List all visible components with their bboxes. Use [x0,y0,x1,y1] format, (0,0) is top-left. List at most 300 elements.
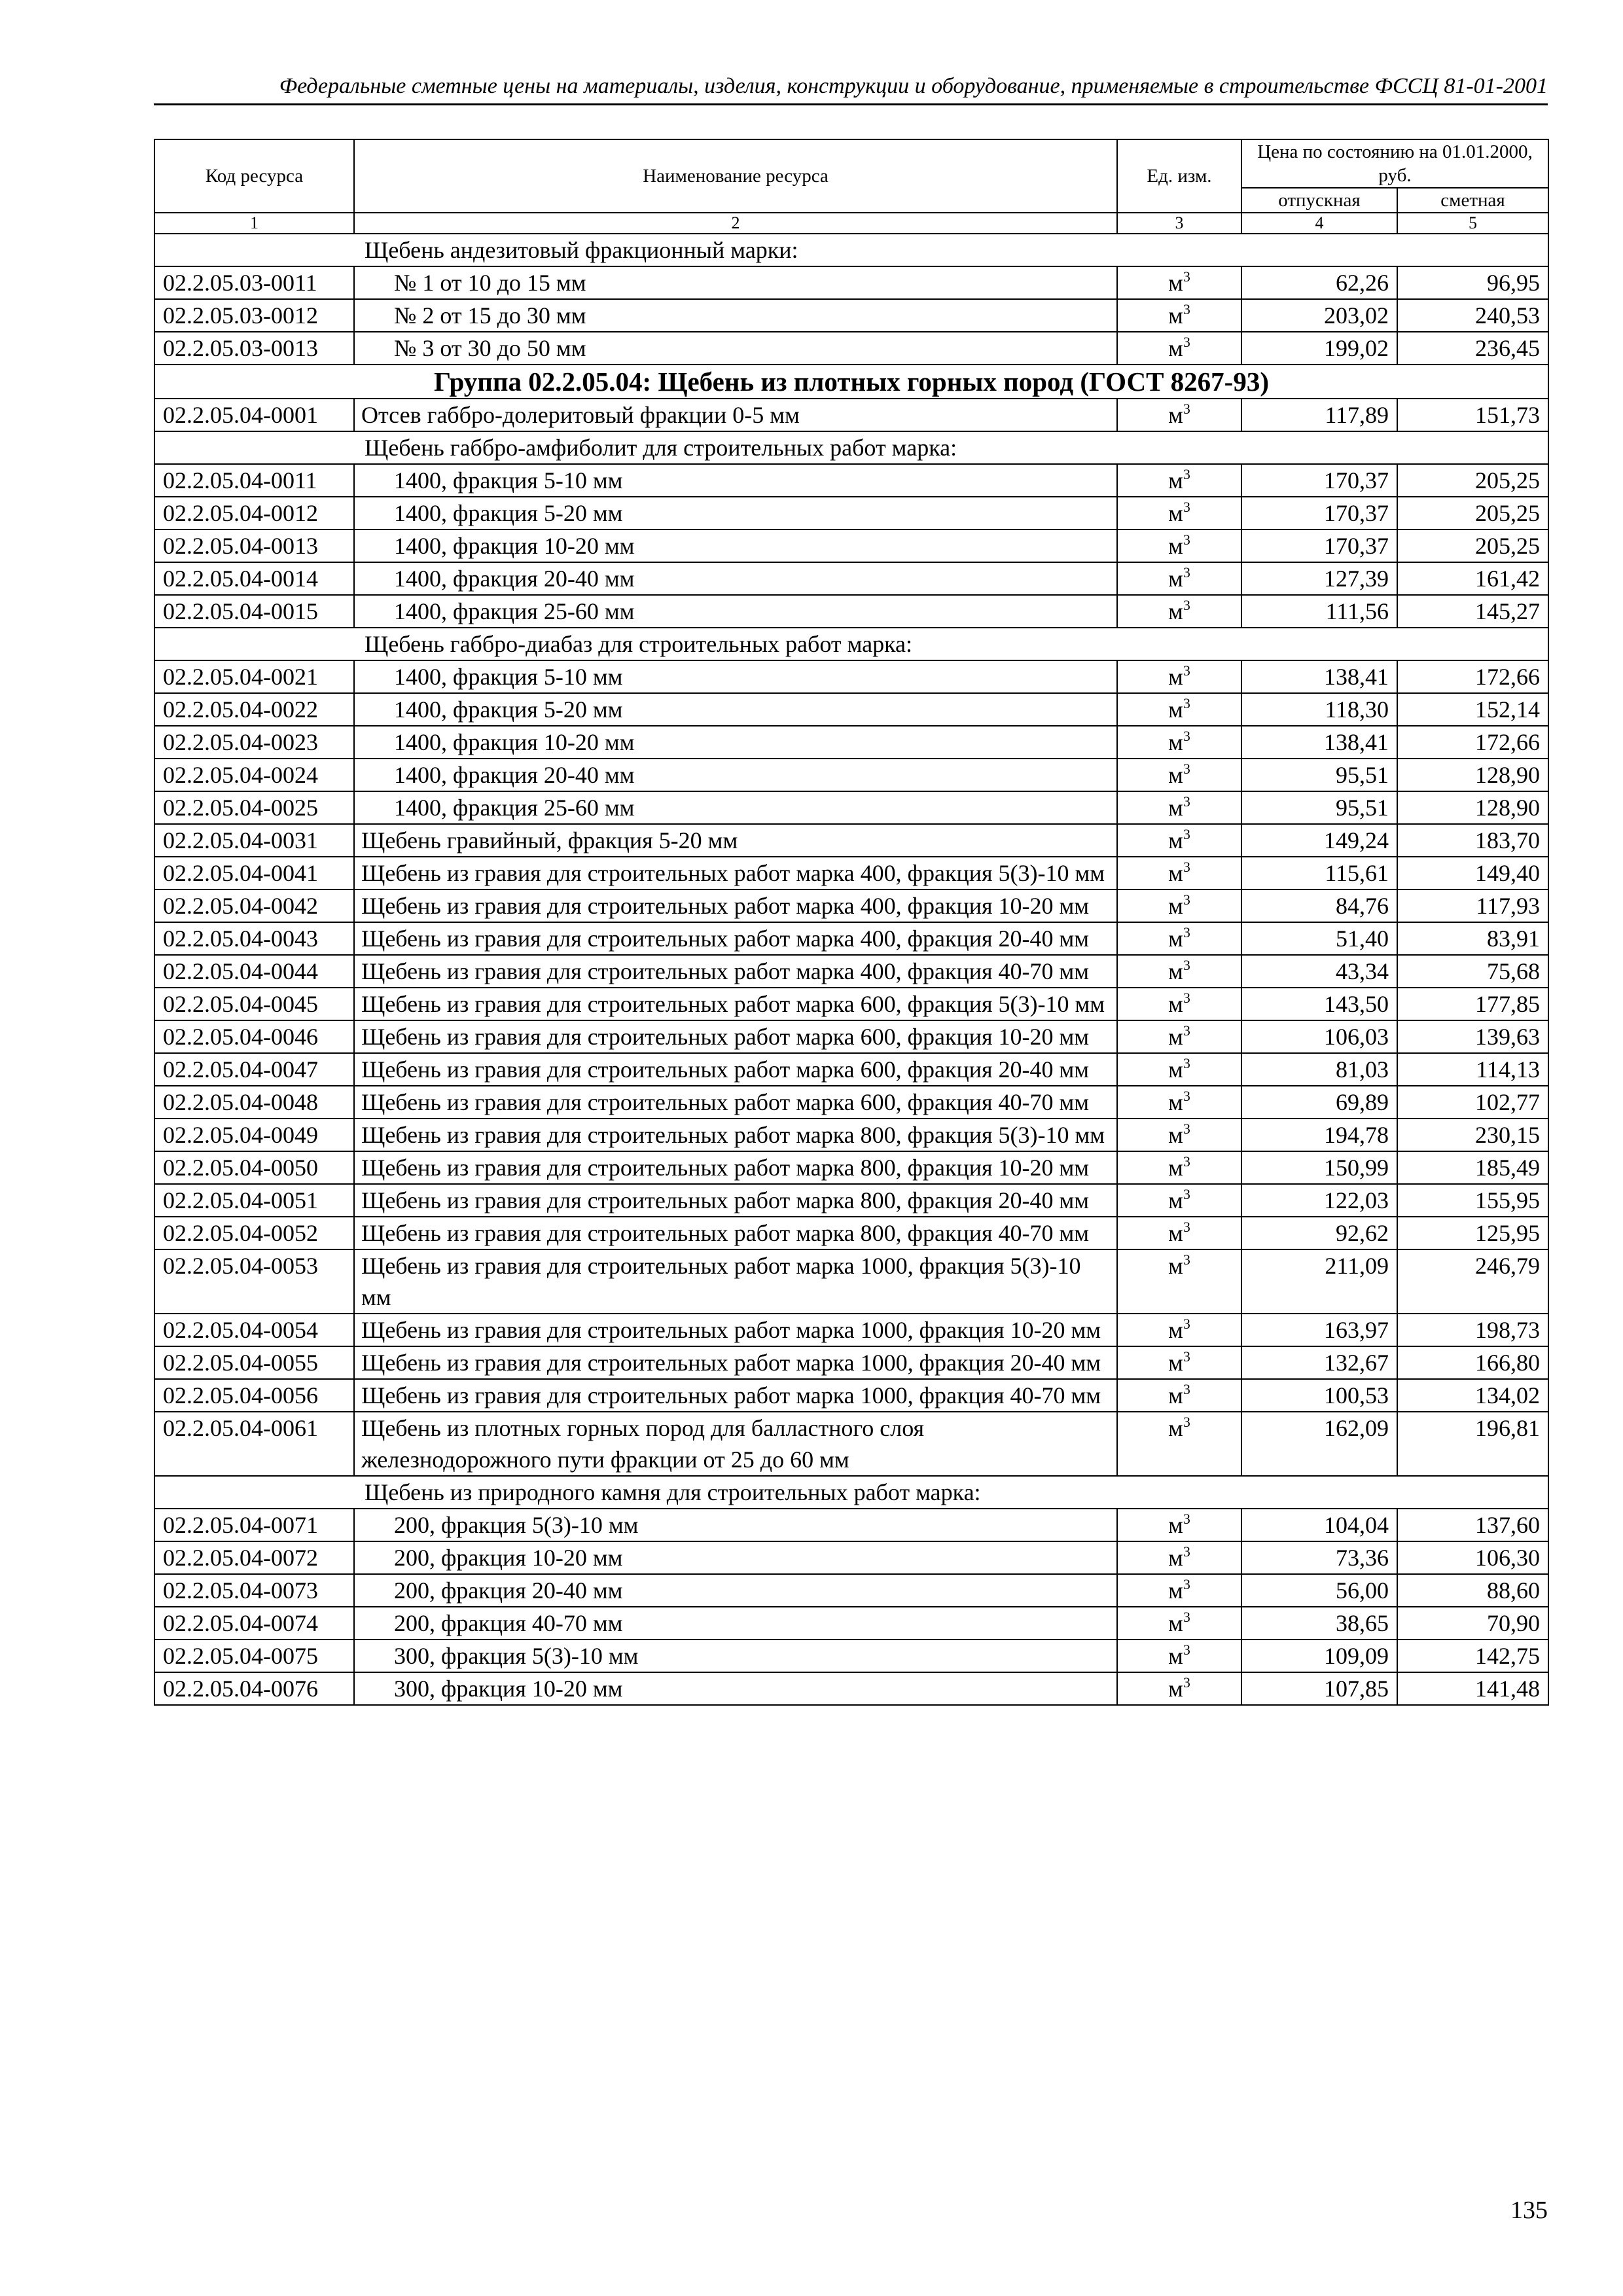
table-row [154,1412,1548,1476]
unit-label: м [1168,827,1183,853]
unit-label: м [1168,795,1183,821]
resource-name: Щебень из гравия для строительных работ марка 1000, фракция 40-70 мм [354,1379,1117,1412]
unit-cell [1117,693,1241,726]
resource-code: 02.2.05.04-0049 [154,1119,354,1151]
table-row [154,1314,1548,1346]
unit-exponent: 3 [1183,1641,1190,1658]
resource-code: 02.2.05.04-0061 [154,1412,354,1476]
price-release: 95,51 [1241,791,1397,824]
unit-label: м [1168,533,1183,559]
resource-name: 1400, фракция 5-20 мм [354,693,1117,726]
unit-cell [1117,1541,1241,1574]
price-release: 56,00 [1241,1574,1397,1607]
unit-exponent: 3 [1183,1186,1190,1202]
subgroup-heading-row [154,234,1548,266]
unit-exponent: 3 [1183,499,1190,515]
unit-cell [1117,529,1241,562]
table-row [154,1020,1548,1053]
price-release: 170,37 [1241,529,1397,562]
unit-exponent: 3 [1183,1088,1190,1104]
resource-name: № 1 от 10 до 15 мм [354,266,1117,299]
unit-cell [1117,660,1241,693]
resource-name: 1400, фракция 10-20 мм [354,726,1117,759]
unit-label: м [1168,270,1183,296]
unit-cell [1117,595,1241,628]
resource-name: 1400, фракция 5-20 мм [354,497,1117,529]
resource-code: 02.2.05.04-0047 [154,1053,354,1086]
header-price-release: отпускная [1241,188,1397,213]
unit-exponent: 3 [1183,334,1190,350]
price-release: 81,03 [1241,1053,1397,1086]
price-release: 150,99 [1241,1151,1397,1184]
unit-label: м [1168,1415,1183,1441]
resource-name: Щебень из гравия для строительных работ марка 400, фракция 20-40 мм [354,922,1117,955]
unit-label: м [1168,1155,1183,1181]
price-table [154,139,1549,1706]
unit-cell [1117,857,1241,889]
price-estimate: 114,13 [1397,1053,1548,1086]
price-release: 73,36 [1241,1541,1397,1574]
price-release: 127,39 [1241,562,1397,595]
header-price: Цена по состоянию на 01.01.2000, руб. [1241,139,1548,188]
unit-exponent: 3 [1183,1381,1190,1397]
price-release: 122,03 [1241,1184,1397,1217]
resource-code: 02.2.05.03-0011 [154,266,354,299]
unit-cell [1117,1640,1241,1672]
resource-name: 200, фракция 40-70 мм [354,1607,1117,1640]
subgroup-heading: Щебень габбро-диабаз для строительных работ марка: [154,628,1548,660]
unit-label: м [1168,991,1183,1017]
price-release: 170,37 [1241,464,1397,497]
unit-label: м [1168,402,1183,428]
table-row [154,726,1548,759]
header-rule [154,103,1548,105]
resource-code: 02.2.05.04-0052 [154,1217,354,1249]
unit-cell [1117,1053,1241,1086]
price-release: 38,65 [1241,1607,1397,1640]
unit-cell [1117,562,1241,595]
resource-name: Щебень из гравия для строительных работ марка 600, фракция 40-70 мм [354,1086,1117,1119]
table-row [154,1119,1548,1151]
price-release: 117,89 [1241,399,1397,431]
unit-label: м [1168,565,1183,592]
resource-name: Щебень из гравия для строительных работ марка 400, фракция 5(3)-10 мм [354,857,1117,889]
unit-cell [1117,1574,1241,1607]
resource-code: 02.2.05.04-0012 [154,497,354,529]
price-estimate: 246,79 [1397,1249,1548,1314]
unit-label: м [1168,729,1183,755]
unit-cell [1117,1249,1241,1314]
column-number: 1 [154,213,354,234]
column-number: 3 [1117,213,1241,234]
resource-name: Щебень гравийный, фракция 5-20 мм [354,824,1117,857]
unit-label: м [1168,1220,1183,1246]
unit-cell [1117,1346,1241,1379]
unit-exponent: 3 [1183,401,1190,417]
resource-code: 02.2.05.04-0041 [154,857,354,889]
unit-exponent: 3 [1183,268,1190,285]
price-estimate: 155,95 [1397,1184,1548,1217]
price-estimate: 230,15 [1397,1119,1548,1151]
column-number: 5 [1397,213,1548,234]
unit-label: м [1168,925,1183,952]
price-release: 84,76 [1241,889,1397,922]
price-release: 149,24 [1241,824,1397,857]
table-row [154,922,1548,955]
page-number: 135 [1510,2197,1548,2224]
price-estimate: 83,91 [1397,922,1548,955]
unit-label: м [1168,1545,1183,1571]
price-estimate: 185,49 [1397,1151,1548,1184]
unit-cell [1117,759,1241,791]
unit-exponent: 3 [1183,1576,1190,1592]
price-release: 138,41 [1241,660,1397,693]
table-row [154,1541,1548,1574]
price-estimate: 161,42 [1397,562,1548,595]
unit-exponent: 3 [1183,826,1190,842]
unit-cell [1117,1509,1241,1541]
price-estimate: 142,75 [1397,1640,1548,1672]
unit-label: м [1168,1676,1183,1702]
price-estimate: 75,68 [1397,955,1548,988]
price-release: 51,40 [1241,922,1397,955]
table-row [154,889,1548,922]
unit-exponent: 3 [1183,891,1190,908]
resource-code: 02.2.05.03-0013 [154,332,354,365]
table-header-row [154,139,1548,188]
resource-name: 300, фракция 10-20 мм [354,1672,1117,1705]
resource-name: Щебень из гравия для строительных работ марка 1000, фракция 20-40 мм [354,1346,1117,1379]
resource-code: 02.2.05.04-0075 [154,1640,354,1672]
table-row [154,299,1548,332]
unit-exponent: 3 [1183,1153,1190,1170]
unit-cell [1117,1314,1241,1346]
resource-code: 02.2.05.04-0001 [154,399,354,431]
resource-code: 02.2.05.04-0071 [154,1509,354,1541]
resource-name: 1400, фракция 25-60 мм [354,791,1117,824]
price-release: 115,61 [1241,857,1397,889]
subgroup-heading-row [154,1476,1548,1509]
column-number: 4 [1241,213,1397,234]
unit-label: м [1168,762,1183,788]
unit-cell [1117,1217,1241,1249]
header-code: Код ресурса [154,139,354,213]
unit-label: м [1168,302,1183,329]
price-estimate: 125,95 [1397,1217,1548,1249]
resource-code: 02.2.05.04-0023 [154,726,354,759]
price-release: 170,37 [1241,497,1397,529]
price-estimate: 205,25 [1397,497,1548,529]
unit-label: м [1168,335,1183,361]
unit-exponent: 3 [1183,301,1190,317]
resource-code: 02.2.05.04-0042 [154,889,354,922]
price-release: 62,26 [1241,266,1397,299]
price-estimate: 198,73 [1397,1314,1548,1346]
unit-exponent: 3 [1183,924,1190,941]
table-row [154,955,1548,988]
price-release: 111,56 [1241,595,1397,628]
unit-cell [1117,1151,1241,1184]
price-estimate: 240,53 [1397,299,1548,332]
table-row [154,1184,1548,1217]
unit-label: м [1168,1024,1183,1050]
table-row [154,1672,1548,1705]
column-numbers-row [154,213,1548,234]
resource-code: 02.2.05.04-0025 [154,791,354,824]
resource-code: 02.2.05.04-0013 [154,529,354,562]
table-row [154,332,1548,365]
price-estimate: 177,85 [1397,988,1548,1020]
price-release: 138,41 [1241,726,1397,759]
resource-name: 1400, фракция 20-40 мм [354,759,1117,791]
price-estimate: 152,14 [1397,693,1548,726]
price-estimate: 96,95 [1397,266,1548,299]
price-estimate: 128,90 [1397,759,1548,791]
table-row [154,824,1548,857]
price-estimate: 139,63 [1397,1020,1548,1053]
price-estimate: 166,80 [1397,1346,1548,1379]
price-release: 107,85 [1241,1672,1397,1705]
price-release: 199,02 [1241,332,1397,365]
unit-cell [1117,1412,1241,1476]
resource-code: 02.2.05.04-0024 [154,759,354,791]
unit-label: м [1168,1056,1183,1083]
unit-exponent: 3 [1183,695,1190,711]
table-row [154,1574,1548,1607]
unit-cell [1117,399,1241,431]
unit-exponent: 3 [1183,1609,1190,1625]
resource-name: 1400, фракция 5-10 мм [354,464,1117,497]
table-row [154,529,1548,562]
price-release: 211,09 [1241,1249,1397,1314]
price-estimate: 137,60 [1397,1509,1548,1541]
resource-name: Щебень из плотных горных пород для балластного слоя железнодорожного пути фракции от 25 до 60 мм [354,1412,1117,1476]
unit-exponent: 3 [1183,957,1190,973]
unit-cell [1117,497,1241,529]
price-release: 43,34 [1241,955,1397,988]
price-estimate: 134,02 [1397,1379,1548,1412]
resource-code: 02.2.05.04-0074 [154,1607,354,1640]
subgroup-heading-row [154,628,1548,660]
unit-exponent: 3 [1183,1055,1190,1071]
price-estimate: 172,66 [1397,660,1548,693]
resource-name: 300, фракция 5(3)-10 мм [354,1640,1117,1672]
table-row [154,464,1548,497]
group-title: Группа 02.2.05.04: Щебень из плотных горных пород (ГОСТ 8267-93) [154,365,1548,399]
table-row [154,857,1548,889]
price-release: 92,62 [1241,1217,1397,1249]
resource-code: 02.2.05.04-0021 [154,660,354,693]
price-estimate: 106,30 [1397,1541,1548,1574]
unit-cell [1117,299,1241,332]
resource-name: Щебень из гравия для строительных работ марка 1000, фракция 5(3)-10 мм [354,1249,1117,1314]
table-row [154,497,1548,529]
table-row [154,1607,1548,1640]
unit-cell [1117,266,1241,299]
resource-code: 02.2.05.04-0043 [154,922,354,955]
price-release: 106,03 [1241,1020,1397,1053]
unit-exponent: 3 [1183,990,1190,1006]
unit-label: м [1168,1187,1183,1213]
unit-exponent: 3 [1183,1414,1190,1430]
unit-label: м [1168,598,1183,624]
table-row [154,399,1548,431]
table-row [154,693,1548,726]
subgroup-heading: Щебень андезитовый фракционный марки: [154,234,1548,266]
unit-cell [1117,726,1241,759]
price-estimate: 102,77 [1397,1086,1548,1119]
table-row [154,1086,1548,1119]
unit-cell [1117,332,1241,365]
price-estimate: 70,90 [1397,1607,1548,1640]
unit-label: м [1168,664,1183,690]
unit-label: м [1168,1350,1183,1376]
table-row [154,988,1548,1020]
unit-exponent: 3 [1183,662,1190,679]
unit-label: м [1168,1382,1183,1408]
resource-name: Щебень из гравия для строительных работ марка 800, фракция 10-20 мм [354,1151,1117,1184]
resource-code: 02.2.05.04-0044 [154,955,354,988]
table-row [154,759,1548,791]
unit-cell [1117,1184,1241,1217]
resource-name: № 2 от 15 до 30 мм [354,299,1117,332]
unit-label: м [1168,467,1183,493]
price-estimate: 141,48 [1397,1672,1548,1705]
unit-label: м [1168,958,1183,984]
resource-name: Щебень из гравия для строительных работ марка 1000, фракция 10-20 мм [354,1314,1117,1346]
table-row [154,791,1548,824]
header-unit: Ед. изм. [1117,139,1241,213]
price-estimate: 88,60 [1397,1574,1548,1607]
resource-name: Щебень из гравия для строительных работ марка 600, фракция 10-20 мм [354,1020,1117,1053]
price-release: 163,97 [1241,1314,1397,1346]
unit-cell [1117,1672,1241,1705]
price-release: 69,89 [1241,1086,1397,1119]
price-release: 118,30 [1241,693,1397,726]
resource-code: 02.2.05.04-0053 [154,1249,354,1314]
price-estimate: 205,25 [1397,529,1548,562]
resource-code: 02.2.05.04-0073 [154,1574,354,1607]
subgroup-heading: Щебень габбро-амфиболит для строительных работ марка: [154,431,1548,464]
resource-name: № 3 от 30 до 50 мм [354,332,1117,365]
price-estimate: 196,81 [1397,1412,1548,1476]
unit-cell [1117,922,1241,955]
resource-name: 1400, фракция 20-40 мм [354,562,1117,595]
price-release: 132,67 [1241,1346,1397,1379]
unit-label: м [1168,1253,1183,1279]
subgroup-heading: Щебень из природного камня для строительных работ марка: [154,1476,1548,1509]
unit-exponent: 3 [1183,1348,1190,1365]
unit-exponent: 3 [1183,859,1190,875]
unit-exponent: 3 [1183,761,1190,777]
resource-name: 200, фракция 5(3)-10 мм [354,1509,1117,1541]
resource-name: Щебень из гравия для строительных работ марка 800, фракция 40-70 мм [354,1217,1117,1249]
table-row [154,266,1548,299]
resource-code: 02.2.05.04-0045 [154,988,354,1020]
resource-code: 02.2.05.04-0014 [154,562,354,595]
unit-label: м [1168,1122,1183,1148]
resource-code: 02.2.05.04-0031 [154,824,354,857]
price-estimate: 172,66 [1397,726,1548,759]
resource-name: 1400, фракция 5-10 мм [354,660,1117,693]
price-release: 100,53 [1241,1379,1397,1412]
table-row [154,595,1548,628]
price-release: 162,09 [1241,1412,1397,1476]
unit-cell [1117,464,1241,497]
unit-exponent: 3 [1183,564,1190,581]
resource-code: 02.2.05.04-0051 [154,1184,354,1217]
unit-exponent: 3 [1183,466,1190,482]
resource-code: 02.2.05.04-0046 [154,1020,354,1053]
resource-name: Щебень из гравия для строительных работ марка 600, фракция 20-40 мм [354,1053,1117,1086]
unit-exponent: 3 [1183,1316,1190,1332]
unit-exponent: 3 [1183,1543,1190,1560]
subgroup-heading-row [154,431,1548,464]
group-title-row [154,365,1548,399]
unit-label: м [1168,1610,1183,1636]
table-row [154,1640,1548,1672]
price-release: 143,50 [1241,988,1397,1020]
table-body [154,234,1548,1705]
price-estimate: 205,25 [1397,464,1548,497]
resource-code: 02.2.05.04-0054 [154,1314,354,1346]
resource-code: 02.2.05.04-0048 [154,1086,354,1119]
running-header: Федеральные сметные цены на материалы, изделия, конструкции и оборудование, применяемые в строительстве ФССЦ 81-01-2001 [279,74,1548,98]
unit-exponent: 3 [1183,728,1190,744]
table-row [154,1249,1548,1314]
table-row [154,1053,1548,1086]
resource-code: 02.2.05.04-0022 [154,693,354,726]
resource-code: 02.2.05.04-0056 [154,1379,354,1412]
price-estimate: 149,40 [1397,857,1548,889]
resource-code: 02.2.05.03-0012 [154,299,354,332]
header-price-estimate: сметная [1397,188,1548,213]
table-row [154,1151,1548,1184]
resource-name: Отсев габбро-долеритовый фракции 0-5 мм [354,399,1117,431]
unit-cell [1117,955,1241,988]
price-estimate: 236,45 [1397,332,1548,365]
resource-name: Щебень из гравия для строительных работ марка 400, фракция 10-20 мм [354,889,1117,922]
table-row [154,1346,1548,1379]
unit-label: м [1168,893,1183,919]
resource-name: Щебень из гравия для строительных работ марка 800, фракция 5(3)-10 мм [354,1119,1117,1151]
unit-exponent: 3 [1183,597,1190,613]
table-row [154,660,1548,693]
unit-label: м [1168,1317,1183,1343]
unit-cell [1117,889,1241,922]
unit-label: м [1168,1577,1183,1604]
price-estimate: 117,93 [1397,889,1548,922]
resource-name: Щебень из гравия для строительных работ марка 400, фракция 40-70 мм [354,955,1117,988]
resource-name: 1400, фракция 10-20 мм [354,529,1117,562]
unit-label: м [1168,1512,1183,1538]
unit-cell [1117,791,1241,824]
unit-label: м [1168,500,1183,526]
table-row [154,1217,1548,1249]
unit-exponent: 3 [1183,793,1190,810]
unit-label: м [1168,860,1183,886]
column-number: 2 [354,213,1117,234]
price-release: 95,51 [1241,759,1397,791]
resource-code: 02.2.05.04-0015 [154,595,354,628]
resource-code: 02.2.05.04-0055 [154,1346,354,1379]
unit-cell [1117,1119,1241,1151]
unit-label: м [1168,696,1183,723]
unit-cell [1117,1379,1241,1412]
price-estimate: 145,27 [1397,595,1548,628]
table-row [154,1379,1548,1412]
resource-name: Щебень из гравия для строительных работ марка 800, фракция 20-40 мм [354,1184,1117,1217]
